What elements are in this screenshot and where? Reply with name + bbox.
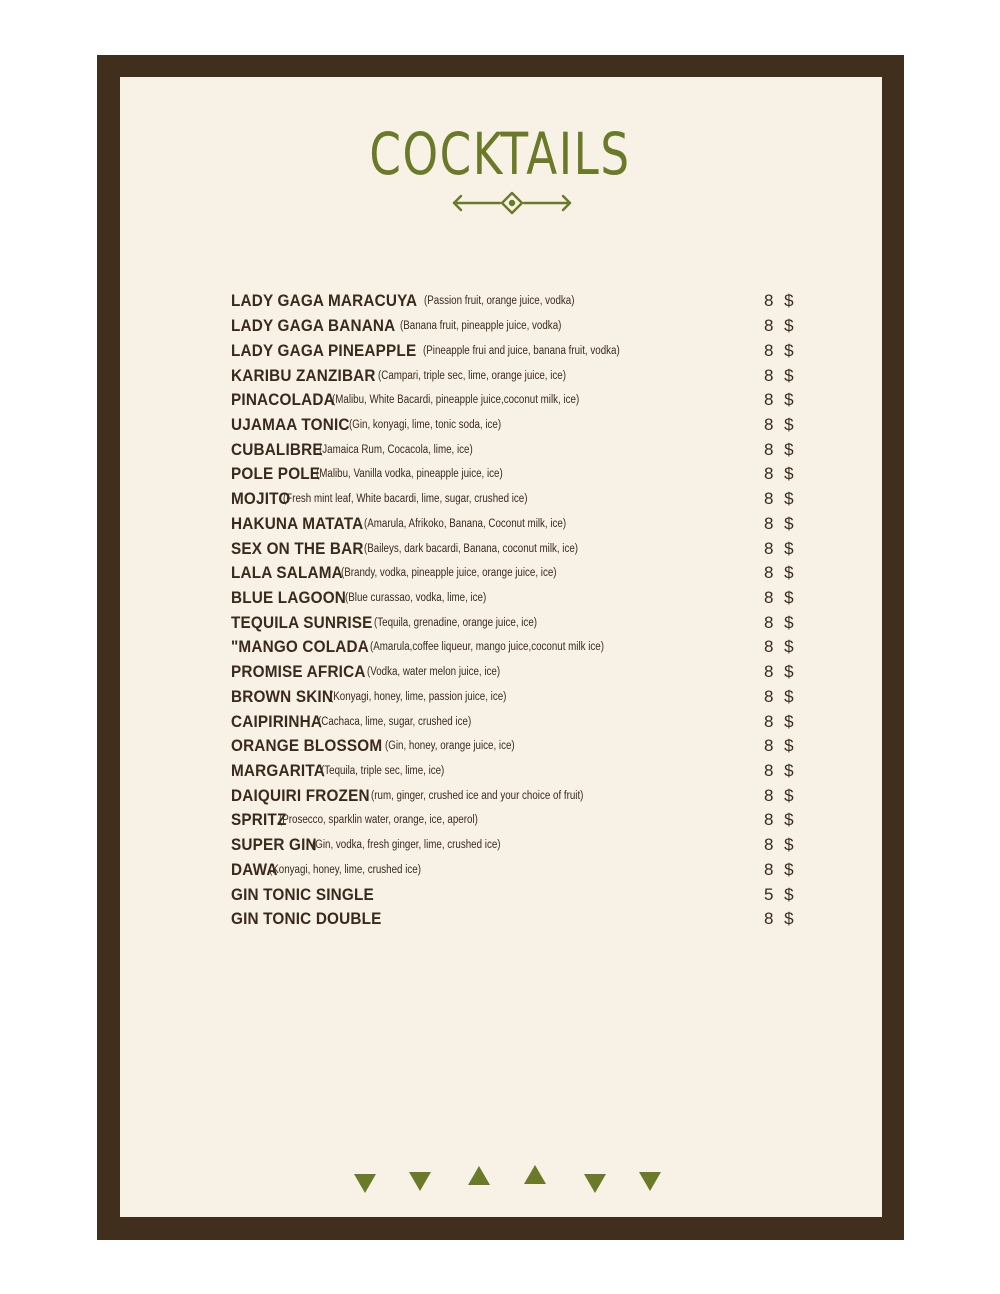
item-name: PROMISE AFRICA <box>231 662 366 682</box>
item-description: (Gin, honey, orange juice, ice) <box>385 740 515 753</box>
item-description: (Blue curassao, vodka, lime, ice) <box>344 591 487 604</box>
item-description: (Tequila, triple sec, lime, ice) <box>321 765 445 778</box>
item-price: 8 $ <box>764 563 797 583</box>
menu-item <box>231 586 797 611</box>
item-price: 5 $ <box>764 884 797 904</box>
menu-item <box>231 289 797 314</box>
menu-item <box>231 487 797 512</box>
menu-item <box>231 808 797 833</box>
item-name: LADY GAGA MARACUYA <box>231 291 418 311</box>
item-price: 8 $ <box>764 835 797 855</box>
item-description: (Pineapple frui and juice, banana fruit, vodka) <box>422 344 620 357</box>
item-price: 8 $ <box>764 761 797 781</box>
item-description: (Vodka, water melon juice, ice) <box>366 666 500 679</box>
item-description: (rum, ginger, crushed ice and your choice of fruit) <box>371 789 584 802</box>
item-price: 8 $ <box>764 736 797 756</box>
menu-item <box>231 759 797 784</box>
menu-item <box>231 561 797 586</box>
item-price: 8 $ <box>764 489 797 509</box>
item-price: 8 $ <box>764 439 797 459</box>
item-name: CUBALIBRE <box>231 439 323 459</box>
item-name: BLUE LAGOON <box>231 587 347 607</box>
item-name: HAKUNA MATATA <box>231 513 364 533</box>
item-price: 8 $ <box>764 612 797 632</box>
item-name: KARIBU ZANZIBAR <box>231 365 376 385</box>
triangle-up-icon <box>468 1166 490 1185</box>
item-name: UJAMAA TONIC <box>231 414 350 434</box>
menu-item <box>231 734 797 759</box>
item-name: DAWA <box>231 859 278 879</box>
item-description: (Amarula,coffee liqueur, mango juice,coconut milk ice) <box>370 641 605 654</box>
menu-item <box>231 437 797 462</box>
menu-item <box>231 388 797 413</box>
item-name: TEQUILA SUNRISE <box>231 612 373 632</box>
item-name: DAIQUIRI FROZEN <box>231 785 370 805</box>
item-price: 8 $ <box>764 587 797 607</box>
menu-item <box>231 314 797 339</box>
item-price: 8 $ <box>764 513 797 533</box>
menu-item <box>231 511 797 536</box>
item-name: BROWN SKIN <box>231 686 334 706</box>
cocktail-list <box>231 289 797 932</box>
item-price: 8 $ <box>764 365 797 385</box>
menu-title: COCKTAILS <box>369 120 631 188</box>
item-name: LALA SALAMA <box>231 563 343 583</box>
triangle-down-icon <box>354 1174 376 1193</box>
item-name: SUPER GIN <box>231 835 317 855</box>
item-name: MARGARITA <box>231 761 325 781</box>
menu-item <box>231 610 797 635</box>
item-name: PINACOLADA <box>231 390 335 410</box>
item-description: (Amarula, Afrikoko, Banana, Coconut milk, ice) <box>364 517 567 530</box>
item-name: CAIPIRINHA <box>231 711 323 731</box>
item-name: POLE POLE <box>231 464 321 484</box>
item-price: 8 $ <box>764 785 797 805</box>
item-description: (Jamaica Rum, Cocacola, lime, ice) <box>318 443 473 456</box>
item-price: 8 $ <box>764 414 797 434</box>
item-description: (Banana fruit, pineapple juice, vodka) <box>399 320 562 333</box>
item-description: (Tequila, grenadine, orange juice, ice) <box>374 616 538 629</box>
menu-item <box>231 536 797 561</box>
menu-item <box>231 363 797 388</box>
menu-item <box>231 907 797 932</box>
menu-item <box>231 783 797 808</box>
arrow-diamond-divider-icon <box>450 190 574 216</box>
menu-item <box>231 462 797 487</box>
item-price: 8 $ <box>764 686 797 706</box>
triangle-down-icon <box>584 1174 606 1193</box>
item-description: (Baileys, dark bacardi, Banana, coconut milk, ice) <box>364 542 579 555</box>
item-price: 8 $ <box>764 810 797 830</box>
item-description: (Fresh mint leaf, White bacardi, lime, sugar, crushed ice) <box>283 493 528 506</box>
item-description: (Brandy, vodka, pineapple juice, orange juice, ice) <box>341 567 557 580</box>
item-description: (Campari, triple sec, lime, orange juice, ice) <box>377 369 566 382</box>
item-description: (Konyagi, honey, lime, passion juice, ice) <box>330 690 507 703</box>
item-name: ORANGE BLOSSOM <box>231 736 383 756</box>
item-price: 8 $ <box>764 464 797 484</box>
item-description: (Konyagi, honey, lime, crushed ice) <box>268 863 421 876</box>
item-price: 8 $ <box>764 291 797 311</box>
item-name: GIN TONIC SINGLE <box>231 884 374 904</box>
menu-item <box>231 833 797 858</box>
item-name: LADY GAGA BANANA <box>231 316 396 336</box>
triangle-pattern <box>340 1160 670 1200</box>
menu-item <box>231 660 797 685</box>
item-description: (Cachaca, lime, sugar, crushed ice) <box>318 715 472 728</box>
item-description: (Gin, vodka, fresh ginger, lime, crushed ice) <box>312 839 501 852</box>
item-price: 8 $ <box>764 390 797 410</box>
menu-item <box>231 635 797 660</box>
triangle-down-icon <box>409 1172 431 1191</box>
item-price: 8 $ <box>764 316 797 336</box>
item-price: 8 $ <box>764 637 797 657</box>
triangle-up-icon <box>524 1165 546 1184</box>
item-description: (Passion fruit, orange juice, vodka) <box>424 295 575 308</box>
item-price: 8 $ <box>764 909 797 929</box>
item-description: (Gin, konyagi, lime, tonic soda, ice) <box>348 418 501 431</box>
item-name: GIN TONIC DOUBLE <box>231 909 382 929</box>
item-name: MOJITO <box>231 489 291 509</box>
item-name: SPRITZ <box>231 810 287 830</box>
menu-item <box>231 685 797 710</box>
item-name: SEX ON THE BAR <box>231 538 364 558</box>
item-name: LADY GAGA PINEAPPLE <box>231 340 417 360</box>
item-price: 8 $ <box>764 340 797 360</box>
menu-item <box>231 338 797 363</box>
menu-item <box>231 709 797 734</box>
menu-item <box>231 858 797 883</box>
triangle-down-icon <box>639 1172 661 1191</box>
menu-item <box>231 882 797 907</box>
item-description: (Prosecco, sparklin water, orange, ice, aperol) <box>278 814 478 827</box>
item-price: 8 $ <box>764 538 797 558</box>
item-description: (Malibu, Vanilla vodka, pineapple juice, ice) <box>316 468 503 481</box>
item-price: 8 $ <box>764 859 797 879</box>
menu-item <box>231 413 797 438</box>
item-description: (Malibu, White Bacardi, pineapple juice,coconut milk, ice) <box>332 394 580 407</box>
item-price: 8 $ <box>764 662 797 682</box>
item-price: 8 $ <box>764 711 797 731</box>
item-name: "MANGO COLADA <box>231 637 369 657</box>
